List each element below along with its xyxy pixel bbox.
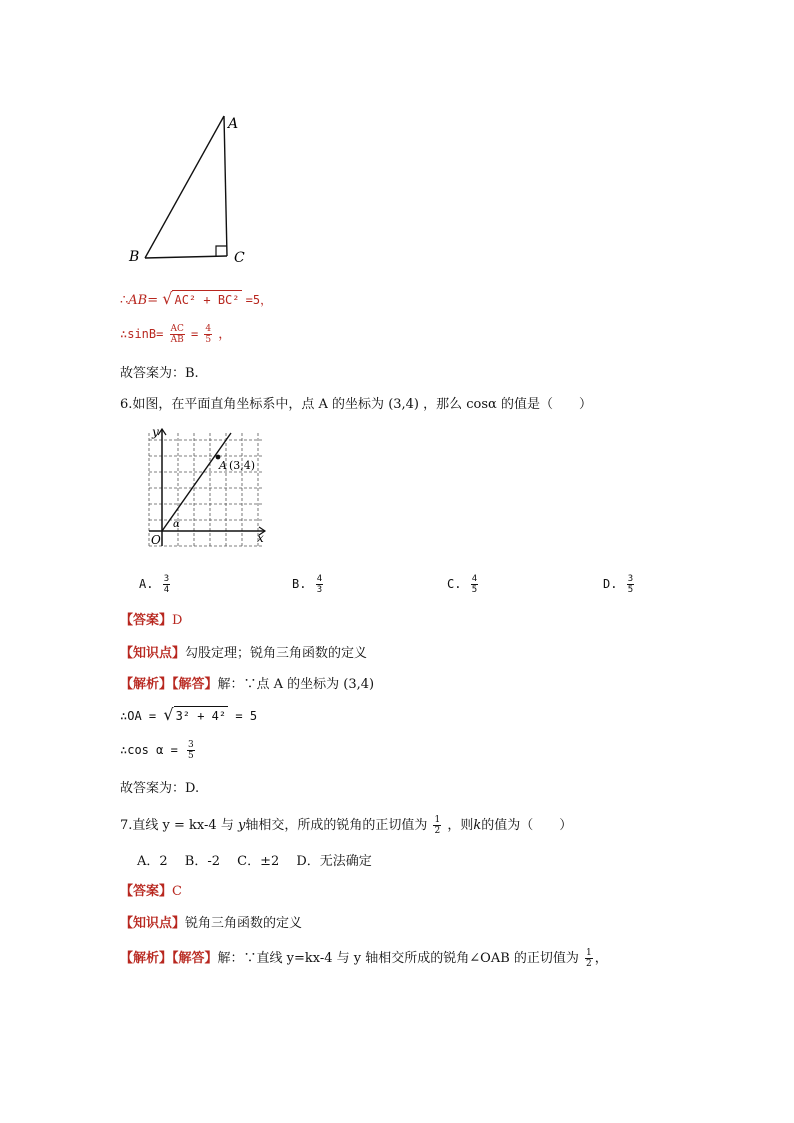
q7-answer-line xyxy=(120,883,182,901)
stem-part: 的值为（ ） xyxy=(481,818,573,833)
q5-sinb-line xyxy=(120,324,231,345)
comma: ， xyxy=(594,951,608,966)
q7-analysis-line xyxy=(120,948,608,969)
q6-option-c[interactable] xyxy=(447,574,480,595)
option-fraction xyxy=(163,574,170,595)
option-fraction xyxy=(316,574,323,595)
frac-den: 5 xyxy=(471,585,478,595)
fraction-4-5 xyxy=(204,324,212,345)
q5-ab-line xyxy=(120,290,272,310)
knowledge-text: 锐角三角函数的定义 xyxy=(185,916,303,931)
side-ac xyxy=(224,116,227,256)
frac-num: 3 xyxy=(188,740,194,750)
frac-den: 5 xyxy=(205,335,212,345)
q7-stem xyxy=(120,815,572,836)
origin-label: O xyxy=(151,533,161,547)
q7-options[interactable]: A．2 B．-2 C．±2 D．无法确定 xyxy=(137,854,372,869)
analysis-text: 解：∵直线 y=kx-4 与 y 轴相交所成的锐角∠OAB 的正切值为 xyxy=(217,951,579,966)
x-axis-label: x xyxy=(257,531,264,545)
q7-knowledge-line xyxy=(120,915,302,933)
comma: ， xyxy=(218,327,232,342)
point-a-label: A xyxy=(219,459,227,472)
q5-answer: 故答案为：B. xyxy=(120,366,199,381)
knowledge-tag: 【知识点】 xyxy=(120,916,186,931)
frac-den: 2 xyxy=(586,959,592,969)
frac-num: 1 xyxy=(434,815,441,825)
q6-step-cos xyxy=(120,740,197,761)
stem-part: ，则 xyxy=(447,818,474,833)
frac-den: 5 xyxy=(627,585,634,595)
option-fraction xyxy=(627,574,634,595)
radical-icon: √ xyxy=(162,289,173,308)
ray-oa xyxy=(162,433,231,531)
therefore-symbol: ∴ xyxy=(120,293,129,308)
frac-den: 5 xyxy=(188,751,194,761)
q6-option-b[interactable] xyxy=(292,574,325,595)
analysis-tag: 【解析】【解答】 xyxy=(120,951,218,966)
answer-tag: 【答案】 xyxy=(120,884,173,899)
analysis-text: 解：∵点 A 的坐标为 (3,4) xyxy=(217,677,375,692)
equals-sign: = xyxy=(147,293,159,308)
stem-var-y: y xyxy=(237,818,246,833)
vertex-label-b: B xyxy=(129,249,140,265)
q6-option-a[interactable] xyxy=(139,574,172,595)
stem-part: 轴相交，所成的锐角的正切值为 xyxy=(245,818,428,833)
right-triangle-figure xyxy=(120,105,260,275)
equals-sign: = xyxy=(191,327,199,341)
radical-icon: √ xyxy=(163,705,174,724)
option-fraction xyxy=(471,574,478,595)
analysis-tag: 【解析】【解答】 xyxy=(120,677,218,692)
answer-tag: 【答案】 xyxy=(120,613,173,628)
oa-prefix: ∴OA = xyxy=(120,709,164,723)
q6-step-oa xyxy=(120,706,257,726)
knowledge-tag: 【知识点】 xyxy=(120,646,186,661)
knowledge-text: 勾股定理；锐角三角函数的定义 xyxy=(185,646,368,661)
q6-answer-line xyxy=(120,612,182,630)
q6-option-d[interactable] xyxy=(603,574,636,595)
y-axis-label: y xyxy=(152,425,159,439)
result-text: =5， xyxy=(245,293,273,307)
q6-stem: 6.如图，在平面直角坐标系中，点 A 的坐标为 (3,4) ，那么 cosα 的值是（ ） xyxy=(120,397,592,412)
grid-lines xyxy=(149,433,263,546)
vertex-label-a: A xyxy=(228,116,239,132)
fraction-ac-ab xyxy=(170,324,185,345)
stem-part: 7.直线 y = kx-4 与 xyxy=(120,818,234,833)
point-a-coords: (3,4) xyxy=(229,459,256,472)
stem-fraction xyxy=(433,815,441,836)
frac-num: 4 xyxy=(471,574,478,584)
option-letter: D. xyxy=(603,577,618,591)
cos-prefix: ∴cos α = xyxy=(120,743,186,757)
frac-num: 3 xyxy=(163,574,170,584)
frac-den: 3 xyxy=(316,585,323,595)
angle-alpha-label: α xyxy=(173,519,180,530)
side-bc xyxy=(145,256,227,258)
stem-var-k: k xyxy=(473,818,482,833)
q6-knowledge-line xyxy=(120,645,367,663)
right-angle-mark xyxy=(216,246,227,256)
frac-den: 4 xyxy=(163,585,170,595)
option-letter: A. xyxy=(139,577,154,591)
radicand: AC² + BC² xyxy=(172,290,241,309)
answer-value: D xyxy=(172,613,183,628)
frac-den: 2 xyxy=(434,826,441,836)
frac-num: 4 xyxy=(205,324,212,334)
vertex-label-c: C xyxy=(234,250,245,266)
q6-analysis-line xyxy=(120,676,374,694)
answer-value: C xyxy=(172,884,182,899)
side-ab xyxy=(145,116,224,258)
cos-fraction xyxy=(187,740,195,761)
sinb-prefix: ∴sinB= xyxy=(120,327,164,341)
radicand: 3² + 4² xyxy=(174,706,229,725)
frac-num: 1 xyxy=(586,948,592,958)
frac-num: AC xyxy=(170,324,184,334)
result-text: = 5 xyxy=(228,709,258,723)
frac-num: 3 xyxy=(627,574,634,584)
frac-den: AB xyxy=(170,335,184,345)
ab-label: AB xyxy=(128,293,148,308)
q6-conclusion: 故答案为：D. xyxy=(120,781,200,796)
analysis-fraction xyxy=(585,948,593,969)
frac-num: 4 xyxy=(316,574,323,584)
option-letter: B. xyxy=(292,577,307,591)
option-letter: C. xyxy=(447,577,462,591)
q6-coordinate-figure xyxy=(143,425,268,550)
